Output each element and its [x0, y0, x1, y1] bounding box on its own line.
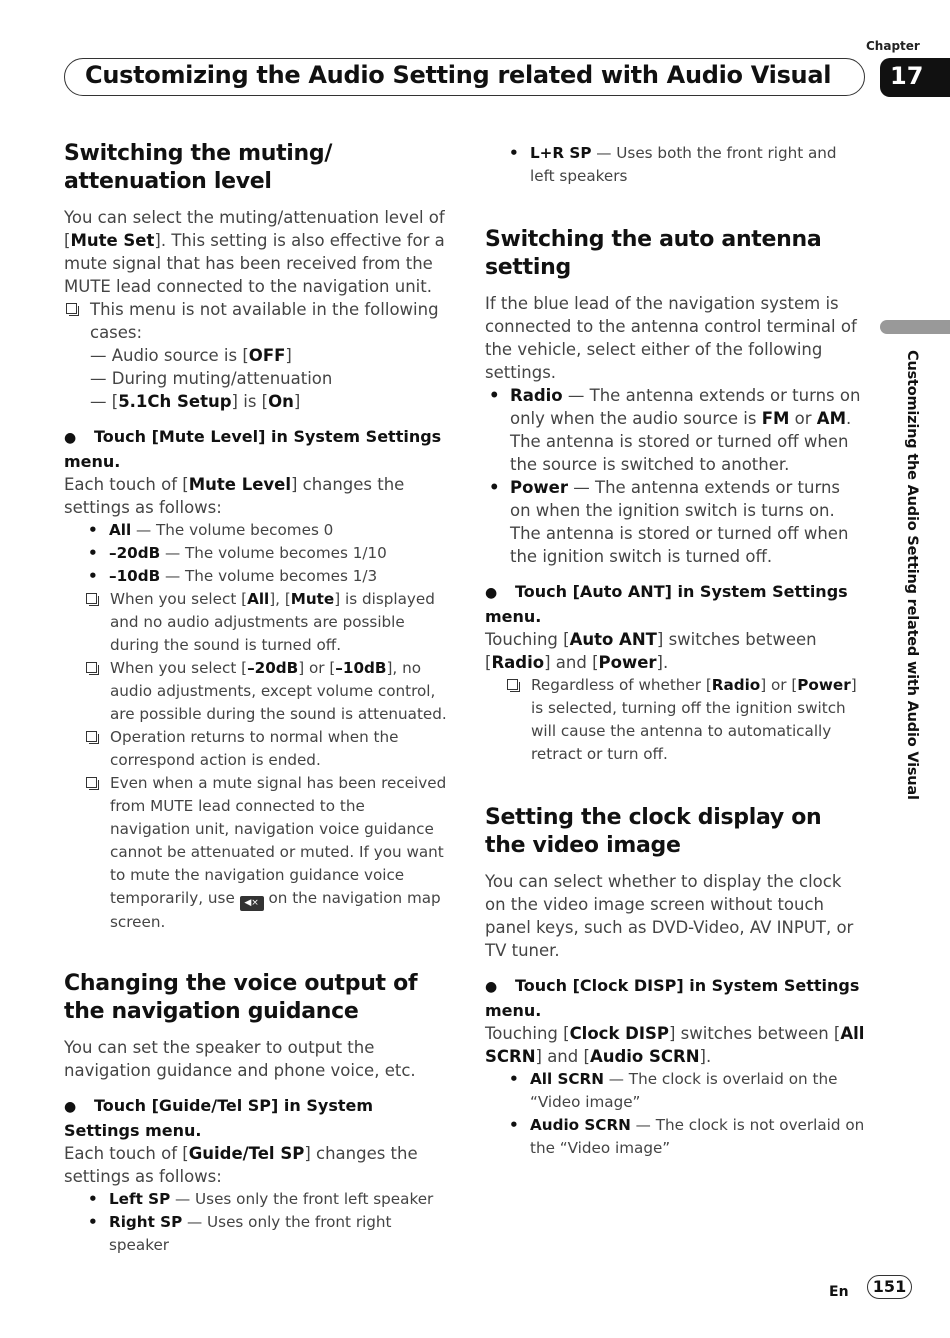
speaker-options — [84, 1188, 449, 1257]
page-title: Customizing the Audio Setting related with Audio Visual — [85, 61, 832, 89]
option-right-sp: • Right SP — Uses only the front right speaker — [88, 1213, 392, 1254]
option-10db: • –10dB — The volume becomes 1/3 — [88, 567, 378, 585]
mute-level-options — [84, 519, 449, 934]
section-clock-display — [485, 804, 865, 1160]
option-all-scrn: • All SCRN — The clock is overlaid on the “Video image” — [509, 1070, 838, 1111]
option-radio: • Radio — The antenna extends or turns on only when the audio source is FM or AM. The antenna is stored or turned off when the source is switched to another. — [489, 386, 861, 474]
speaker-mute-icon: ◀× — [240, 896, 264, 911]
chapter-number: 17 — [890, 62, 924, 90]
section-auto-antenna — [485, 226, 865, 766]
page-number: 151 — [867, 1275, 912, 1299]
note-unavailable: This menu is not available in the following cases: — [64, 298, 449, 344]
step-bullet-icon: ● — [485, 979, 498, 995]
step-bullet-icon: ● — [64, 1099, 77, 1115]
option-left-sp: • Left SP — Uses only the front left speaker — [88, 1190, 434, 1208]
muting-intro: You can select the muting/attenuation level of [Mute Set]. This setting is also effective for a mute signal that has been received from the MUTE lead connected to the navigation unit. — [64, 208, 445, 296]
step-mute-level: ● Touch [Mute Level] in System Settings menu. — [64, 427, 442, 471]
antenna-notes — [505, 674, 865, 766]
section-title-clock: Setting the clock display on the video image — [485, 805, 822, 858]
option-lr-sp: • L+R SP — Uses both the front right and left speakers — [509, 144, 837, 185]
note-all-mute: When you select [All], [Mute] is displayed and no audio adjustments are possible during the sound is turned off. — [84, 588, 449, 657]
side-tab-marker — [880, 320, 950, 334]
speaker-options-cont — [505, 142, 865, 188]
option-audio-scrn: • Audio SCRN — The clock is not overlaid on the “Video image” — [509, 1116, 865, 1157]
voice-intro: You can set the speaker to output the navigation guidance and phone voice, etc. — [64, 1038, 416, 1080]
side-title: Customizing the Audio Setting related with Audio Visual — [904, 350, 920, 800]
section-title-voice: Changing the voice output of the navigation guidance — [64, 971, 418, 1024]
clock-touching: Touching [Clock DISP] switches between [All SCRN] and [Audio SCRN]. — [485, 1024, 865, 1066]
step-clock-disp: ● Touch [Clock DISP] in System Settings menu. — [485, 976, 860, 1020]
auto-ant-touching: Touching [Auto ANT] switches between [Radio] and [Power]. — [485, 630, 817, 672]
section-title-antenna: Switching the auto antenna setting — [485, 227, 822, 280]
footer-language: En — [829, 1284, 849, 1300]
section-voice-output — [64, 970, 449, 1257]
note-ignition: Regardless of whether [Radio] or [Power] is selected, turning off the ignition switch will cause the antenna to automatically retract or turn off. — [505, 674, 865, 766]
section-muting — [64, 140, 449, 934]
step-auto-ant: ● Touch [Auto ANT] in System Settings menu. — [485, 582, 848, 626]
option-20db: • –20dB — The volume becomes 1/10 — [88, 544, 387, 562]
note-db-select: When you select [–20dB] or [–10dB], no audio adjustments, except volume control, are possible during the sound is attenuated. — [84, 657, 449, 726]
note-operation-returns: Operation returns to normal when the correspond action is ended. — [84, 726, 449, 772]
chapter-tab — [880, 58, 950, 97]
case-audio-source: — Audio source is [OFF] — [90, 346, 292, 365]
right-column — [485, 142, 865, 1160]
step-bullet-icon: ● — [64, 430, 77, 446]
antenna-intro: If the blue lead of the navigation system is connected to the antenna control terminal of the vehicle, select either of the following settings. — [485, 294, 857, 382]
page-header — [64, 58, 865, 96]
section-title-muting: Switching the muting/ attenuation level — [64, 141, 333, 194]
case-muting: — During muting/attenuation — [90, 369, 333, 388]
chapter-label: Chapter — [866, 39, 920, 53]
case-51ch: — [5.1Ch Setup] is [On] — [90, 392, 301, 411]
step-guide-tel: ● Touch [Guide/Tel SP] in System Settings menu. — [64, 1096, 374, 1140]
note-mute-signal: Even when a mute signal has been received from MUTE lead connected to the navigation unit, navigation voice guidance cannot be attenuated or muted. If you want to mute the navigation guidance voice temporarily, use ◀× on the navigation map screen. — [84, 772, 449, 934]
option-power: • Power — The antenna extends or turns on when the ignition switch is turns on. The antenna is stored or turned off when the ignition switch is turned off. — [489, 478, 849, 566]
clock-intro: You can select whether to display the clock on the video image screen without touch panel keys, such as DVD-Video, AV INPUT, or TV tuner. — [485, 872, 854, 960]
note-checkbox-icon — [66, 303, 77, 314]
guide-tel-each: Each touch of [Guide/Tel SP] changes the settings as follows: — [64, 1144, 418, 1186]
step-bullet-icon: ● — [485, 585, 498, 601]
clock-options — [505, 1068, 865, 1160]
mute-level-each: Each touch of [Mute Level] changes the settings as follows: — [64, 475, 405, 517]
option-all: • All — The volume becomes 0 — [88, 521, 334, 539]
left-column — [64, 140, 449, 1257]
